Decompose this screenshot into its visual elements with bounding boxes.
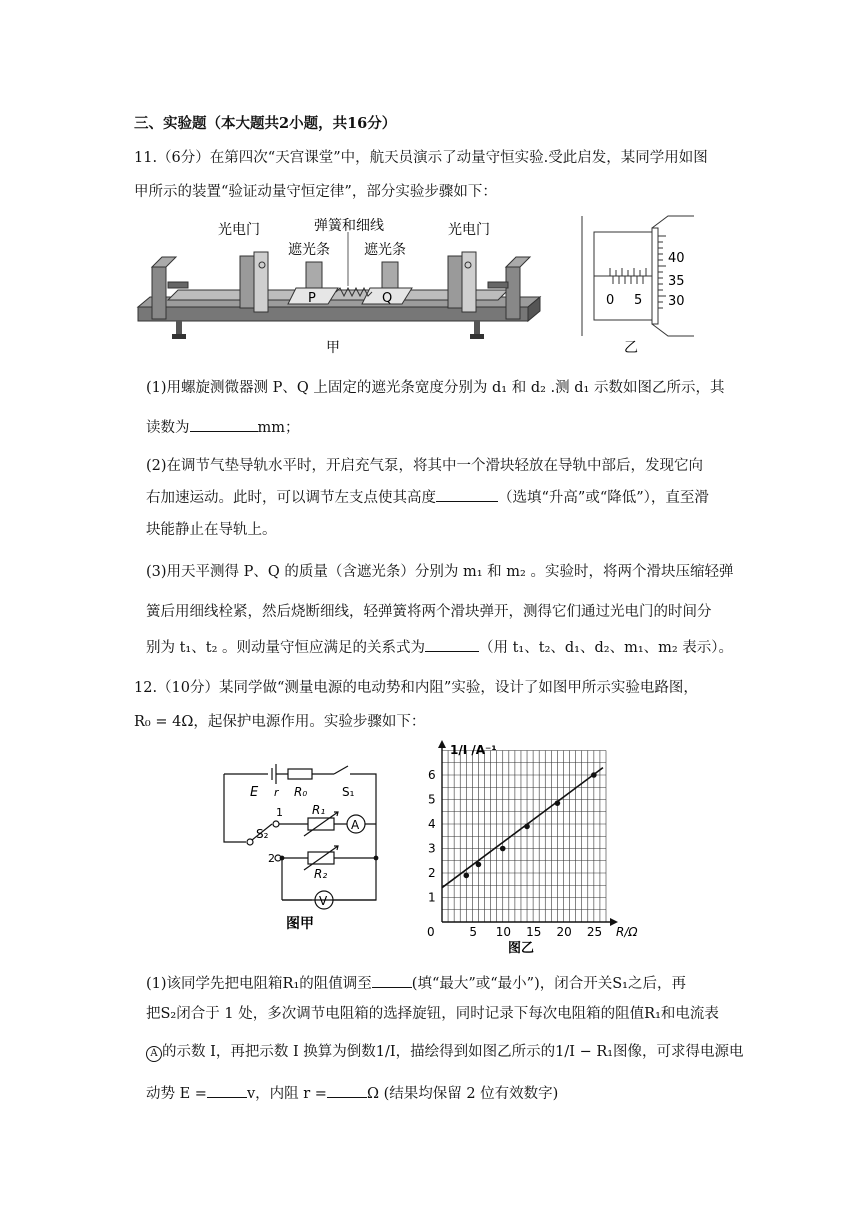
ammeter-symbol: A — [146, 1046, 162, 1062]
label-P: P — [308, 291, 316, 306]
q11-line1: 11.（6分）在第四次“天宫课堂”中，航天员演示了动量守恒实验.受此启发，某同学用如图 — [134, 150, 708, 166]
blank-resistance[interactable] — [327, 1083, 367, 1098]
q11-p1-a: (1)用螺旋测微器测 P、Q 上固定的遮光条宽度分别为 d₁ 和 d₂ .测 d₁ 示数如图乙所示，其 — [146, 380, 725, 396]
thimble-40: 40 — [668, 251, 685, 266]
label-gate-right: 光电门 — [448, 222, 490, 238]
data-point — [591, 772, 597, 778]
q11-p1-c: mm； — [257, 420, 300, 436]
blank-emf[interactable] — [207, 1083, 247, 1098]
label-R0: R₀ — [294, 785, 308, 799]
q12-p1-line3 — [146, 1040, 744, 1062]
blank-height[interactable] — [436, 487, 498, 502]
x-tick-label: 20 — [556, 925, 572, 939]
blank-reading[interactable] — [190, 417, 258, 432]
q11-p1-line2 — [146, 416, 300, 437]
caption-circuit: 图甲 — [286, 916, 314, 932]
voltmeter-label: V — [319, 894, 328, 908]
section-title: 三、实验题（本大题共2小题，共16分） — [134, 115, 397, 132]
label-shade-right: 遮光条 — [364, 242, 406, 258]
q12-p1-b: (填“最大”或“最小”)，闭合开关S₁之后，再 — [411, 976, 686, 992]
q11-p2-a: (2)在调节气垫导轨水平时，开启充气泵，将其中一个滑块轻放在导轨中部后，发现它向 — [146, 458, 704, 474]
data-point — [463, 873, 469, 879]
x-tick-label: 5 — [469, 925, 478, 939]
label-R1: R₁ — [312, 803, 326, 817]
x-tick-label: 25 — [586, 925, 603, 939]
y-tick-label: 2 — [428, 866, 436, 880]
q11-p2-b: 右加速运动。此时，可以调节左支点使其高度 — [146, 490, 436, 506]
label-gate-left: 光电门 — [218, 222, 260, 238]
data-point — [555, 800, 561, 806]
label-n2: 2 — [268, 852, 275, 865]
q11-p2-line2 — [146, 486, 709, 507]
label-n1: 1 — [276, 806, 283, 819]
q12-line2: R₀ = 4Ω，起保护电源作用。实验步骤如下： — [134, 714, 426, 730]
caption-jia: 甲 — [326, 340, 340, 356]
q12-p1-g: Ω (结果均保留 2 位有效数字) — [366, 1086, 559, 1102]
y-axis-label: 1/I /A⁻¹ — [450, 743, 497, 757]
y-tick-label: 6 — [428, 768, 436, 782]
ammeter-label: A — [351, 818, 360, 832]
inverse-current-graph — [420, 738, 650, 958]
q11-p3-d: （用 t₁、t₂、d₁、d₂、m₁、m₂ 表示）。 — [479, 640, 734, 656]
label-spring: 弹簧和细线 — [314, 218, 384, 234]
main-0: 0 — [606, 293, 615, 308]
thimble-30: 30 — [668, 294, 685, 309]
y-tick-label: 3 — [428, 841, 436, 856]
label-S2: S₂ — [256, 827, 269, 841]
data-point — [476, 862, 482, 868]
y-tick-label: 4 — [428, 817, 436, 831]
q12-p1-e: 动势 E = — [146, 1086, 207, 1102]
micrometer-figure — [576, 212, 700, 358]
x-tick-label: 10 — [495, 925, 512, 939]
label-R2: R₂ — [314, 867, 328, 881]
caption-yi: 乙 — [624, 340, 638, 356]
x-tick-label: 15 — [526, 925, 542, 939]
y-tick-label: 1 — [428, 890, 436, 905]
q11-p2-d: 块能静止在导轨上。 — [146, 522, 277, 538]
q12-p1-line1 — [146, 972, 686, 993]
label-r: r — [274, 786, 279, 799]
q11-p1-b: 读数为 — [146, 420, 190, 436]
q11-line2: 甲所示的装置“验证动量守恒定律”，部分实验步骤如下： — [134, 184, 497, 200]
q12-p1-line4 — [146, 1082, 558, 1103]
label-shade-left: 遮光条 — [288, 242, 330, 258]
main-5: 5 — [634, 293, 643, 308]
q12-p1-f: v，内阻 r = — [246, 1086, 327, 1102]
q11-p3-a: (3)用天平测得 P、Q 的质量（含遮光条）分别为 m₁ 和 m₂ 。实验时，将两个滑块压缩轻弹 — [146, 564, 734, 580]
q12-line1: 12.（10分）某同学做“测量电源的电动势和内阻”实验，设计了如图甲所示实验电路图， — [134, 680, 698, 696]
label-Q: Q — [382, 291, 393, 306]
x-tick-label: 0 — [427, 925, 435, 939]
q11-p3-line3 — [146, 636, 733, 657]
data-point — [500, 846, 506, 852]
data-point — [524, 824, 530, 830]
y-tick-label: 5 — [428, 792, 436, 807]
thimble-35: 35 — [668, 274, 685, 289]
label-E: E — [250, 785, 259, 800]
q11-p3-b: 簧后用细线栓紧，然后烧断细线，轻弹簧将两个滑块弹开，测得它们通过光电门的时间分 — [146, 604, 712, 620]
q11-p3-c: 别为 t₁、t₂ 。则动量守恒应满足的关系式为 — [146, 640, 425, 656]
circuit-diagram — [216, 760, 386, 932]
blank-relation[interactable] — [425, 637, 479, 652]
q11-p2-c: （选填“升高”或“降低”），直至滑 — [498, 490, 709, 506]
q12-p1-d: 的示数 I，再把示数 I 换算为倒数1/I，描绘得到如图乙所示的1/I − R₁图像，可求得电源电 — [162, 1044, 744, 1060]
caption-graph: 图乙 — [508, 941, 535, 956]
q12-p1-c: 把S₂闭合于 1 处，多次调节电阻箱的选择旋钮，同时记录下每次电阻箱的阻值R₁和电流表 — [146, 1006, 719, 1022]
x-axis-label: R/Ω — [616, 925, 638, 939]
label-S1: S₁ — [342, 785, 355, 799]
blank-max-min[interactable] — [372, 973, 412, 988]
q12-p1-a: (1)该同学先把电阻箱R₁的阻值调至 — [146, 976, 372, 992]
air-track-figure — [128, 212, 550, 358]
